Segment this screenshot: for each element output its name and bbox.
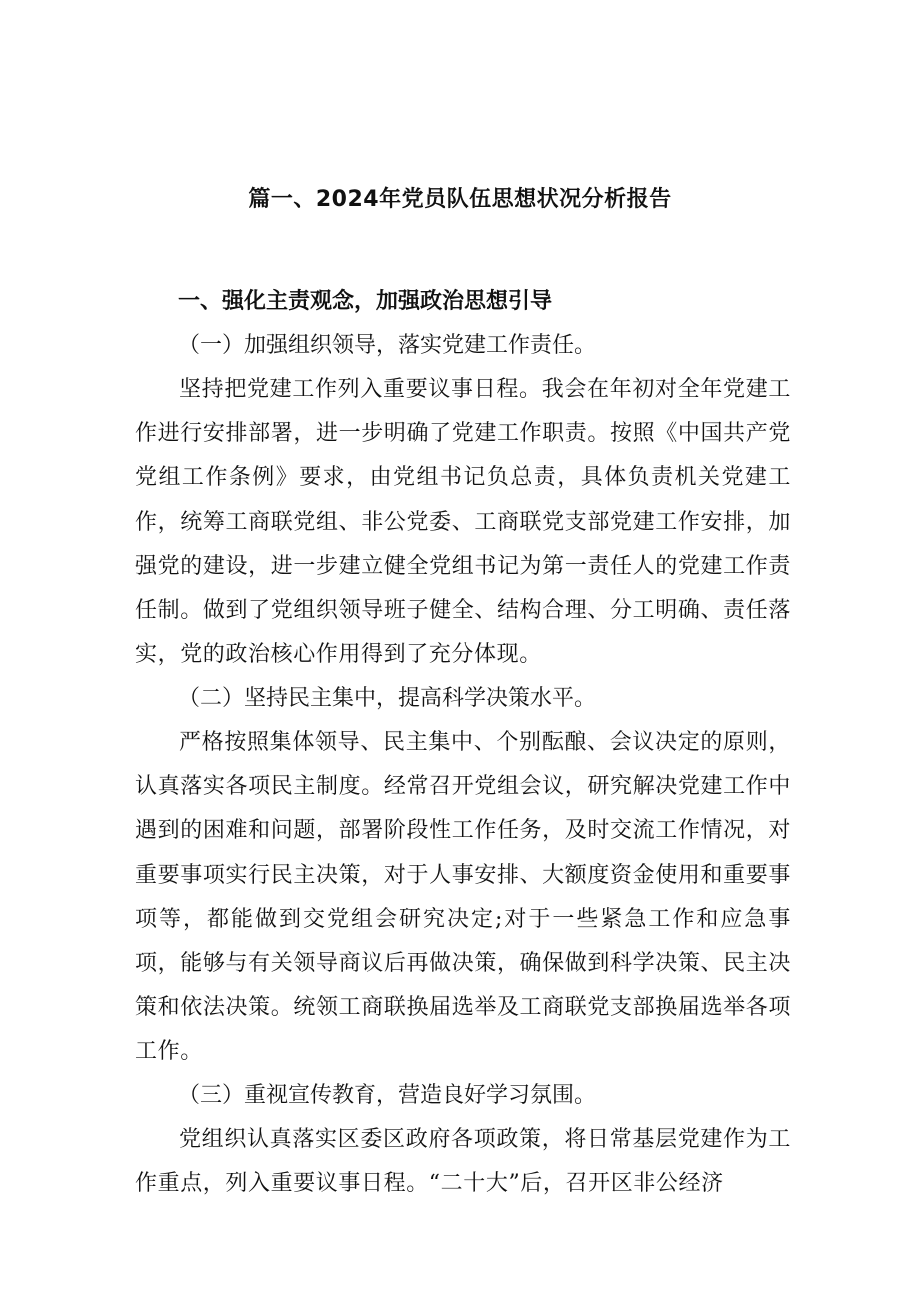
paragraph-3: 党组织认真落实区委区政府各项政策，将日常基层党建作为工作重点，列入重要议事日程。“二十大”后，召开区非公经济 — [135, 1127, 791, 1197]
subsection-heading-2: （二）坚持民主集中，提高科学决策水平。 — [178, 686, 597, 711]
subsection-heading-1: （一）加强组织领导，落实党建工作责任。 — [178, 333, 597, 358]
section-heading: 一、强化主责观念，加强政治思想引导 — [178, 289, 553, 314]
paragraph-1: 坚持把党建工作列入重要议事日程。我会在年初对全年党建工作进行安排部署，进一步明确了党建工作职责。按照《中国共产党党组工作条例》要求，由党组书记负总责，具体负责机关党建工作，统筹工商联党组、非公党委、工商联党支部党建工作安排，加强党的建设，进一步建立健全党组书记为第一责任人的党建工作责任制。做到了党组织领导班子健全、结构合理、分工明确、责任落实，党的政治核心作用得到了充分体现。 — [135, 377, 791, 668]
document-title: 篇一、2024年党员队伍思想状况分析报告 — [248, 187, 672, 212]
subsection-heading-3: （三）重视宣传教育，营造良好学习氛围。 — [178, 1083, 597, 1108]
paragraph-2: 严格按照集体领导、民主集中、个别酝酿、会议决定的原则，认真落实各项民主制度。经常召开党组会议，研究解决党建工作中遇到的困难和问题，部署阶段性工作任务，及时交流工作情况，对重要事项实行民主决策，对于人事安排、大额度资金使用和重要事项等，都能做到交党组会研究决定;对于一些紧急工作和应急事项，能够与有关领导商议后再做决策，确保做到科学决策、民主决策和依法决策。统领工商联换届选举及工商联党支部换届选举各项工作。 — [135, 730, 791, 1065]
